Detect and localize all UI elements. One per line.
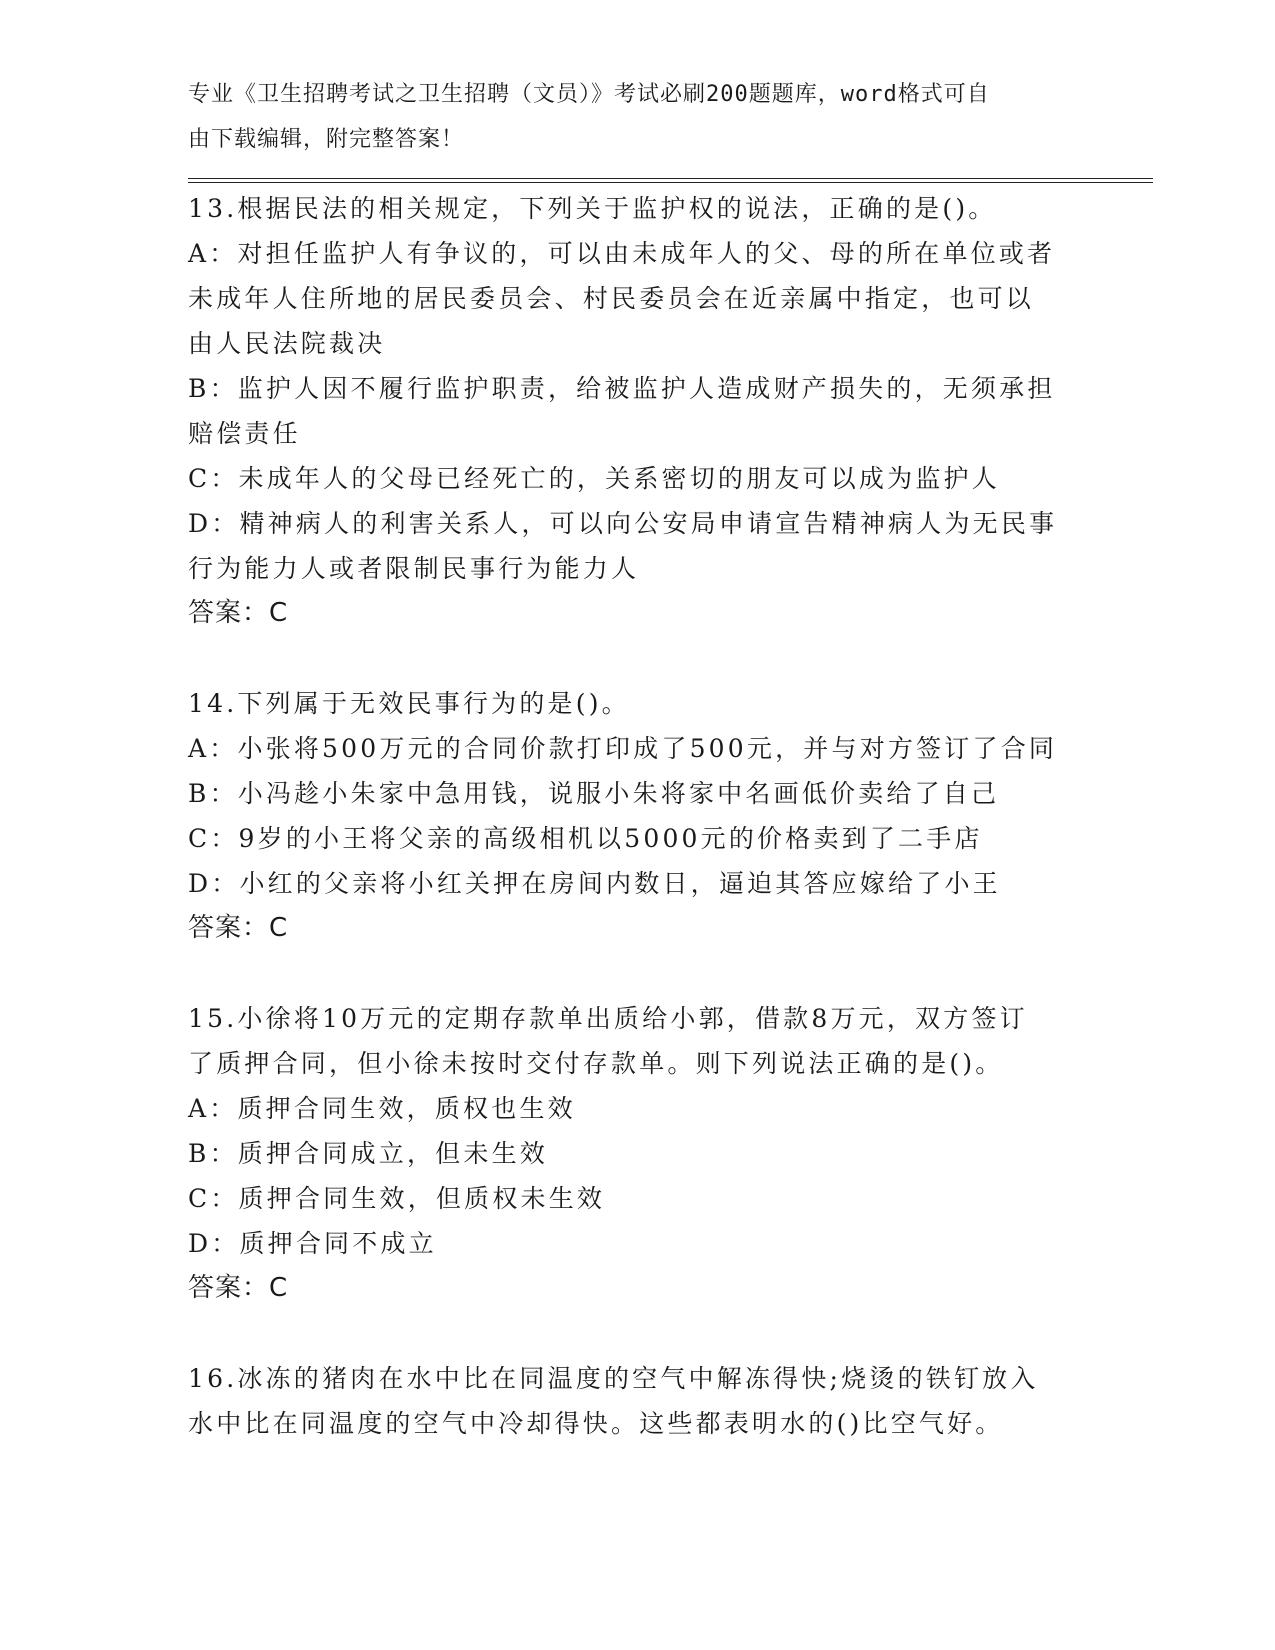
answer: 答案：C bbox=[188, 598, 289, 628]
question-stem-continued: 水中比在同温度的空气中冷却得快。这些都表明水的()比空气好。 bbox=[188, 1409, 1004, 1438]
option-b-continued: 赔偿责任 bbox=[188, 419, 301, 448]
spacer bbox=[188, 951, 1088, 996]
question-list bbox=[188, 186, 1088, 1446]
option-d: D：精神病人的利害关系人，可以向公安局申请宣告精神病人为无民事 bbox=[188, 509, 1058, 538]
option-d: D：质押合同不成立 bbox=[188, 1229, 437, 1258]
spacer bbox=[188, 1311, 1088, 1356]
question-stem: 15.小徐将10万元的定期存款单出质给小郭，借款8万元，双方签订 bbox=[188, 1004, 1028, 1033]
option-c: C：质押合同生效，但质权未生效 bbox=[188, 1184, 606, 1213]
option-a-continued: 未成年人住所地的居民委员会、村民委员会在近亲属中指定，也可以 bbox=[188, 284, 1035, 313]
option-d: D：小红的父亲将小红关押在房间内数日，逼迫其答应嫁给了小王 bbox=[188, 869, 1001, 898]
question-15 bbox=[188, 996, 1088, 1311]
question-16 bbox=[188, 1356, 1088, 1446]
option-c: C：未成年人的父母已经死亡的，关系密切的朋友可以成为监护人 bbox=[188, 464, 1000, 493]
answer: 答案：C bbox=[188, 913, 289, 943]
question-stem: 13.根据民法的相关规定，下列关于监护权的说法，正确的是()。 bbox=[188, 194, 997, 223]
question-stem: 16.冰冻的猪肉在水中比在同温度的空气中解冻得快;烧烫的铁钉放入 bbox=[188, 1364, 1039, 1393]
option-d-continued: 行为能力人或者限制民事行为能力人 bbox=[188, 554, 640, 583]
spacer bbox=[188, 636, 1088, 681]
option-b: B：小冯趁小朱家中急用钱，说服小朱将家中名画低价卖给了自己 bbox=[188, 779, 1000, 808]
header-line-2: 由下载编辑，附完整答案！ bbox=[188, 127, 465, 152]
answer: 答案：C bbox=[188, 1273, 289, 1303]
question-stem: 14.下列属于无效民事行为的是()。 bbox=[188, 689, 630, 718]
option-b: B：质押合同成立，但未生效 bbox=[188, 1139, 548, 1168]
option-b: B：监护人因不履行监护职责，给被监护人造成财产损失的，无须承担 bbox=[188, 374, 1056, 403]
option-a-continued: 由人民法院裁决 bbox=[188, 329, 386, 358]
header-divider-bottom bbox=[188, 182, 1153, 183]
option-a: A：质押合同生效，质权也生效 bbox=[188, 1094, 576, 1123]
option-a: A：小张将500万元的合同价款打印成了500元，并与对方签订了合同 bbox=[188, 734, 1058, 763]
option-a: A：对担任监护人有争议的，可以由未成年人的父、母的所在单位或者 bbox=[188, 239, 1056, 268]
header-line-1: 专业《卫生招聘考试之卫生招聘（文员）》考试必刷200题题库，word格式可自 bbox=[188, 82, 990, 107]
question-13 bbox=[188, 186, 1088, 636]
option-c: C：9岁的小王将父亲的高级相机以5000元的价格卖到了二手店 bbox=[188, 824, 983, 853]
question-stem-continued: 了质押合同，但小徐未按时交付存款单。则下列说法正确的是()。 bbox=[188, 1049, 1004, 1078]
header-divider-top bbox=[188, 178, 1153, 179]
question-14 bbox=[188, 681, 1088, 951]
document-header bbox=[188, 72, 1078, 162]
